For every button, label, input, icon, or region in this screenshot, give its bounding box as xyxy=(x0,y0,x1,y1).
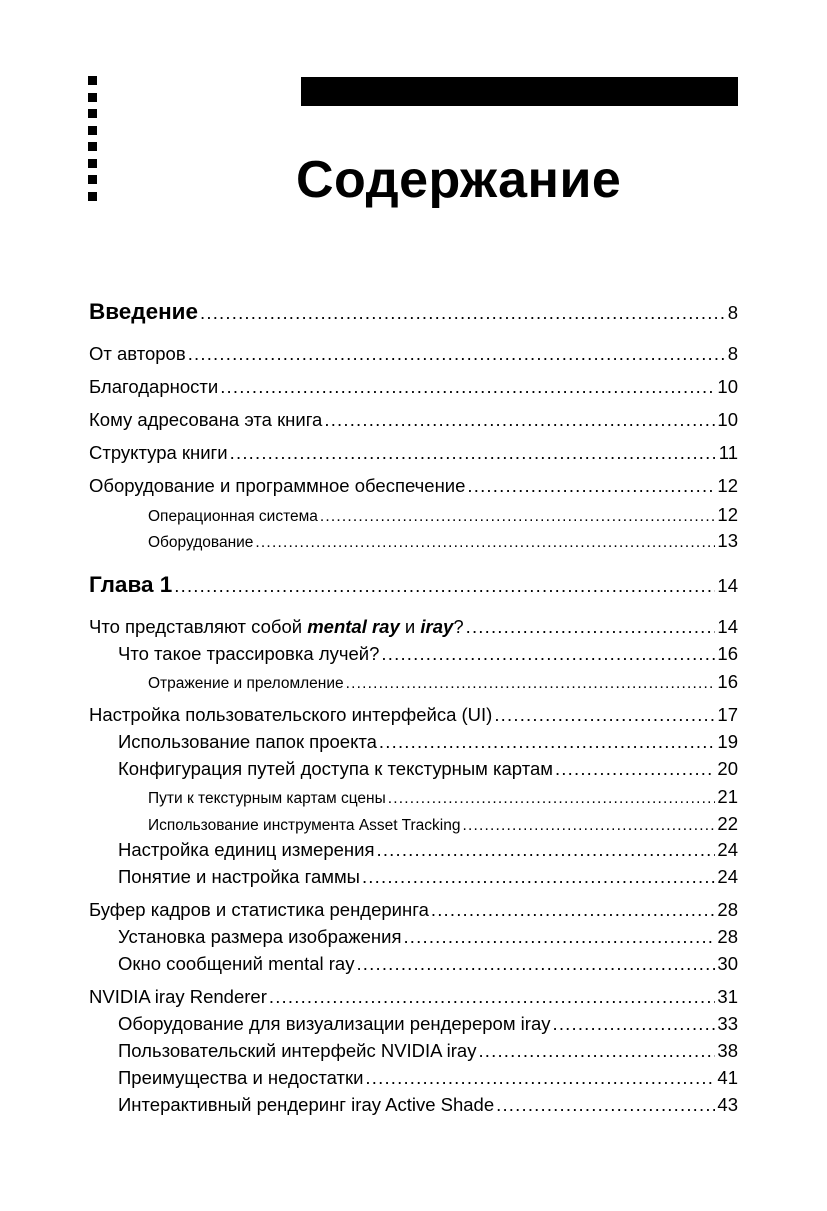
toc-entry-title: Понятие и настройка гаммы xyxy=(118,866,360,887)
toc-entry[interactable] xyxy=(89,988,738,1007)
toc-entry-title: Настройка пользовательского интерфейса (UI) xyxy=(89,704,493,725)
title-part-emphasis: iray xyxy=(420,616,454,637)
toc-entry-page: 28 xyxy=(717,899,738,920)
dot-leader xyxy=(467,477,715,496)
toc-entry-title: Оборудование для визуализации рендерером iray xyxy=(118,1013,551,1034)
toc-entry[interactable] xyxy=(89,477,738,496)
dot-leader xyxy=(466,618,716,637)
toc-entry-title: Отражение и преломление xyxy=(148,675,344,692)
toc-entry-heading[interactable] xyxy=(89,574,738,597)
toc-entry[interactable] xyxy=(118,760,738,779)
toc-entry-title: Оборудование xyxy=(148,534,254,551)
toc-entry-page: 12 xyxy=(717,475,738,496)
dot-leader xyxy=(365,1069,715,1088)
dot-leader xyxy=(230,444,717,463)
toc-entry-page: 22 xyxy=(717,813,738,834)
title-part: ? xyxy=(453,616,464,637)
toc-entry-page: 24 xyxy=(717,866,738,887)
toc-entry-title: Пользовательский интерфейс NVIDIA iray xyxy=(118,1040,477,1061)
toc-entry-title: Окно сообщений mental ray xyxy=(118,953,355,974)
toc-entry-page: 14 xyxy=(717,616,738,637)
toc-entry[interactable] xyxy=(118,955,738,974)
dot-leader xyxy=(200,304,726,323)
toc-entry-page: 41 xyxy=(717,1067,738,1088)
toc-entry-page: 13 xyxy=(717,530,738,551)
toc-entry-page: 19 xyxy=(717,731,738,752)
toc-entry[interactable] xyxy=(148,815,738,834)
dot-leader xyxy=(478,1042,715,1061)
dot-leader xyxy=(174,577,715,596)
toc-entry-page: 12 xyxy=(717,504,738,525)
toc-entry[interactable] xyxy=(89,618,738,637)
toc-entry-page: 21 xyxy=(717,786,738,807)
dot-leader xyxy=(346,676,716,692)
toc-entry-page: 10 xyxy=(717,409,738,430)
dot-leader xyxy=(496,1096,715,1115)
toc-entry-page: 31 xyxy=(717,986,738,1007)
dot-leader xyxy=(381,645,715,664)
toc-entry-page: 10 xyxy=(717,376,738,397)
toc-entry-page: 20 xyxy=(717,758,738,779)
toc-entry-page: 8 xyxy=(727,343,738,364)
dot-leader xyxy=(255,535,715,551)
dot-leader xyxy=(362,868,715,887)
toc-entry-title: Буфер кадров и статистика рендеринга xyxy=(89,899,429,920)
toc-entry[interactable] xyxy=(118,645,738,664)
toc-entry[interactable] xyxy=(118,1096,738,1115)
toc-entry-page: 28 xyxy=(717,926,738,947)
toc-entry[interactable] xyxy=(148,506,738,525)
toc-entry[interactable] xyxy=(118,841,738,860)
toc-entry-page: 33 xyxy=(717,1013,738,1034)
toc-entry-title: Настройка единиц измерения xyxy=(118,839,375,860)
toc-entry-heading[interactable] xyxy=(89,301,738,324)
toc-entry-title: Введение xyxy=(89,299,199,324)
toc-entry[interactable] xyxy=(89,706,738,725)
toc-entry-title: Операционная система xyxy=(148,508,318,525)
toc-entry-title: Благодарности xyxy=(89,376,219,397)
toc-entry[interactable] xyxy=(89,901,738,920)
toc-entry-page: 8 xyxy=(727,302,738,323)
toc-entry-page: 16 xyxy=(717,671,738,692)
toc-entry-page: 43 xyxy=(717,1094,738,1115)
toc-entry[interactable] xyxy=(89,378,738,397)
toc-entry-title: Использование папок проекта xyxy=(118,731,377,752)
dot-leader xyxy=(388,791,716,807)
dot-leader xyxy=(431,901,716,920)
toc-entry[interactable] xyxy=(148,532,738,551)
title-part: Что представляют собой xyxy=(89,616,308,637)
toc-entry-title: NVIDIA iray Renderer xyxy=(89,986,267,1007)
dot-leader xyxy=(403,928,715,947)
title-part: и xyxy=(399,616,421,637)
toc-entry-title: Пути к текстурным картам сцены xyxy=(148,790,386,807)
toc-entry[interactable] xyxy=(118,733,738,752)
dot-leader xyxy=(494,706,715,725)
dot-leader xyxy=(555,760,715,779)
toc-entry[interactable] xyxy=(148,788,738,807)
toc-entry-title: Установка размера изображения xyxy=(118,926,402,947)
dot-leader xyxy=(320,509,716,525)
dot-leader xyxy=(379,733,716,752)
dot-leader xyxy=(552,1015,715,1034)
toc-entry-title: Интерактивный рендеринг iray Active Shade xyxy=(118,1094,495,1115)
toc-entry-title: От авторов xyxy=(89,343,186,364)
toc-entry-page: 24 xyxy=(717,839,738,860)
toc-entry-title xyxy=(89,618,464,637)
toc-entry[interactable] xyxy=(118,928,738,947)
toc-entry[interactable] xyxy=(89,411,738,430)
toc-entry[interactable] xyxy=(118,1015,738,1034)
toc-entry[interactable] xyxy=(118,1069,738,1088)
dot-leader xyxy=(269,988,716,1007)
toc-entry[interactable] xyxy=(89,444,738,463)
dot-leader xyxy=(220,378,715,397)
dot-leader xyxy=(463,818,716,834)
toc-entry-title: Глава 1 xyxy=(89,572,173,597)
toc-entry-page: 14 xyxy=(717,575,738,596)
dot-leader xyxy=(188,345,726,364)
dot-leader xyxy=(324,411,715,430)
toc-entry[interactable] xyxy=(118,868,738,887)
toc-entry-title: Структура книги xyxy=(89,442,228,463)
toc-entry-page: 16 xyxy=(717,643,738,664)
toc-entry-title: Что такое трассировка лучей? xyxy=(118,643,380,664)
toc-entry-page: 11 xyxy=(718,442,738,463)
dot-leader xyxy=(376,841,715,860)
toc-entry-title: Использование инструмента Asset Tracking xyxy=(148,817,461,834)
toc-entry-page: 30 xyxy=(717,953,738,974)
toc-entry[interactable] xyxy=(118,1042,738,1061)
toc-entry-page: 38 xyxy=(717,1040,738,1061)
title-part-emphasis: mental ray xyxy=(307,616,400,637)
toc-entry[interactable] xyxy=(89,345,738,364)
dot-leader xyxy=(356,955,715,974)
toc-entry[interactable] xyxy=(148,673,738,692)
page-title: Содержание xyxy=(296,151,622,209)
toc-entry-title: Кому адресована эта книга xyxy=(89,409,323,430)
toc-entry-title: Конфигурация путей доступа к текстурным картам xyxy=(118,758,553,779)
toc-entry-title: Оборудование и программное обеспечение xyxy=(89,475,466,496)
toc-entry-title: Преимущества и недостатки xyxy=(118,1067,364,1088)
toc-entry-page: 17 xyxy=(717,704,738,725)
